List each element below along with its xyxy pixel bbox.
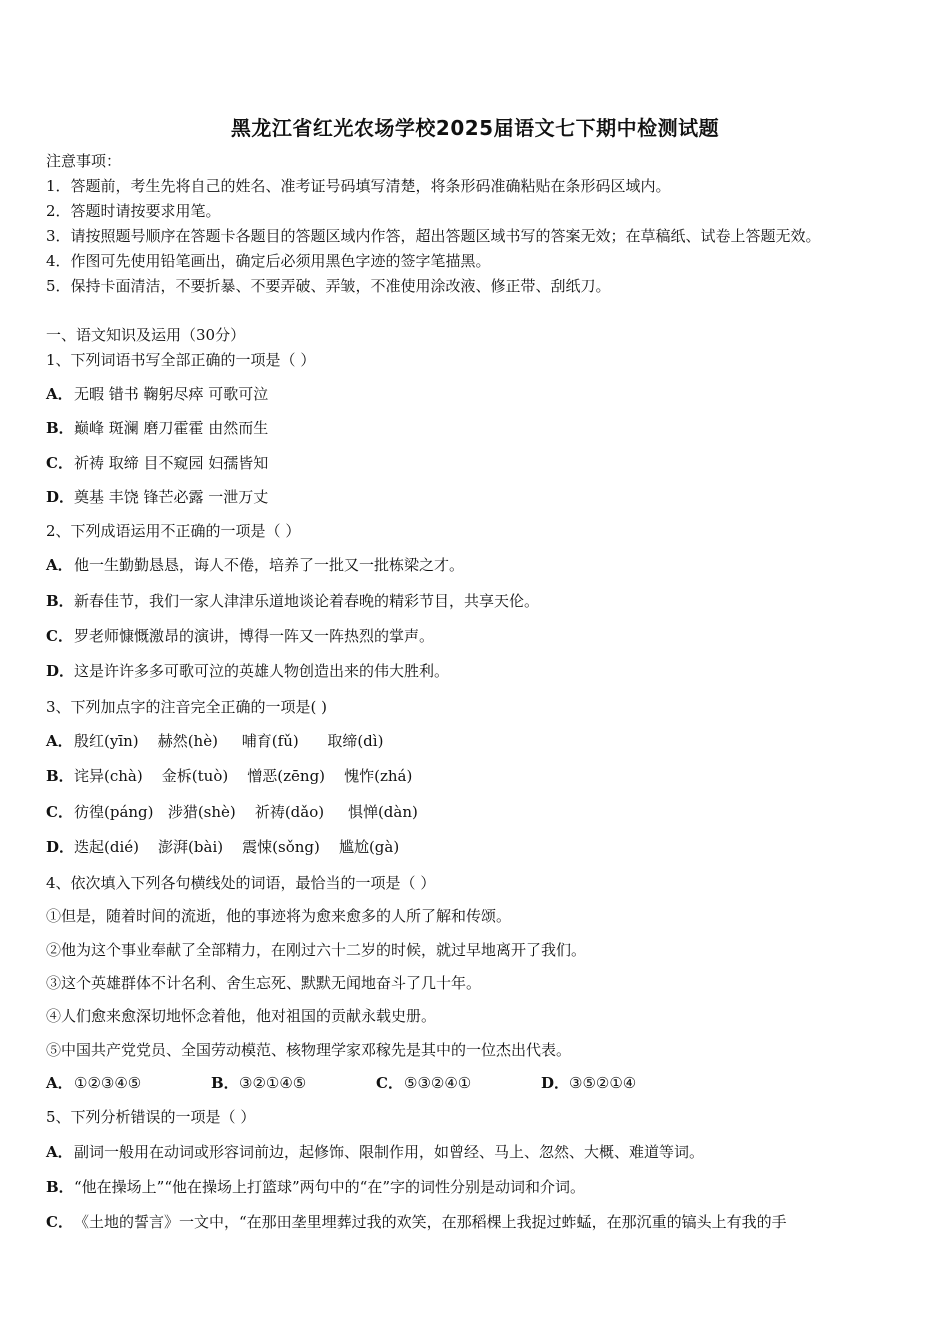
option-text: 罗老师慷慨激昂的演讲，博得一阵又一阵热烈的掌声。 (74, 627, 435, 645)
option-text: “他在操场上”“他在操场上打篮球”两句中的“在”字的词性分别是动词和介词。 (74, 1178, 586, 1196)
option-row (46, 1073, 706, 1093)
option-label: C． (46, 627, 73, 645)
option-label: A． (46, 1143, 73, 1161)
option-text: ③②①④⑤ (239, 1074, 307, 1092)
question-stem: 5、下列分析错误的一项是（ ） (46, 1108, 256, 1126)
option-text: 新春佳节，我们一家人津津乐道地谈论着春晚的精彩节目，共享天伦。 (74, 592, 540, 610)
option-item (46, 384, 268, 404)
option-text: 彷徨(páng) 涉猎(shè) 祈祷(dǎo) 惧惮(dàn) (74, 803, 418, 821)
option-label: C． (376, 1074, 403, 1092)
section-heading: 一、语文知识及运用（30分） (46, 326, 246, 344)
option-item (46, 1177, 585, 1197)
option-label: D． (46, 662, 75, 680)
option-label: C． (46, 1213, 73, 1231)
option-label: D． (541, 1074, 570, 1092)
option-text: 殷红(yīn) 赫然(hè) 哺育(fǔ) 取缔(dì) (74, 732, 384, 750)
notice-item: 3．请按照题号顺序在答题卡各题目的答题区域内作答，超出答题区域书写的答案无效；在草稿纸、试卷上答题无效。 (46, 227, 821, 245)
option-label: B． (46, 767, 74, 785)
option-label: B． (46, 1178, 74, 1196)
option-item (46, 555, 464, 575)
option-item (46, 591, 539, 611)
notice-heading: 注意事项： (46, 152, 122, 170)
option-label: B． (46, 592, 74, 610)
option-text: 巅峰 斑澜 磨刀霍霍 由然而生 (74, 419, 269, 437)
option-item (46, 661, 449, 681)
option-label: A． (46, 1074, 73, 1092)
option-label: B． (46, 419, 74, 437)
notice-item: 4．作图可先使用铅笔画出，确定后必须用黑色字迹的签字笔描黑。 (46, 252, 491, 270)
option-label: B． (211, 1074, 239, 1092)
option-text: 奠基 丰饶 锋芒必露 一泄万丈 (74, 488, 269, 506)
question-stem: 2、下列成语运用不正确的一项是（ ） (46, 522, 301, 540)
option-item (376, 1073, 541, 1093)
notice-item: 2．答题时请按要求用笔。 (46, 202, 221, 220)
question-stem: 4、依次填入下列各句横线处的词语，最恰当的一项是（ ） (46, 874, 436, 892)
option-item (46, 731, 383, 751)
option-text: 祈祷 取缔 目不窥园 妇孺皆知 (74, 454, 269, 472)
option-text: 副词一般用在动词或形容词前边，起修饰、限制作用，如曾经、马上、忽然、大概、难道等词。 (74, 1143, 705, 1161)
page-title: 黑龙江省红光农场学校2025届语文七下期中检测试题 (230, 116, 720, 140)
option-item (46, 766, 412, 786)
option-label: D． (46, 488, 75, 506)
option-item (211, 1073, 376, 1093)
option-text: ③⑤②①④ (569, 1074, 637, 1092)
option-text: 他一生勤勤恳恳，诲人不倦，培养了一批又一批栋梁之才。 (74, 556, 465, 574)
option-item (46, 626, 434, 646)
sentence-item: ④人们愈来愈深切地怀念着他，他对祖国的贡献永载史册。 (46, 1007, 437, 1025)
option-text: 这是许许多多可歌可泣的英雄人物创造出来的伟大胜利。 (74, 662, 450, 680)
option-label: D． (46, 838, 75, 856)
option-label: C． (46, 454, 73, 472)
option-label: A． (46, 385, 73, 403)
sentence-item: ⑤中国共产党党员、全国劳动模范、核物理学家邓稼先是其中的一位杰出代表。 (46, 1041, 572, 1059)
option-item (46, 1212, 787, 1232)
option-text: 迭起(dié) 澎湃(bài) 震悚(sǒng) 尴尬(gà) (74, 838, 400, 856)
sentence-item: ②他为这个事业奉献了全部精力，在刚过六十二岁的时候，就过早地离开了我们。 (46, 941, 587, 959)
question-stem: 1、下列词语书写全部正确的一项是（ ） (46, 351, 316, 369)
notice-item: 1．答题前，考生先将自己的姓名、准考证号码填写清楚，将条形码准确粘贴在条形码区域内。 (46, 177, 671, 195)
option-item (46, 453, 268, 473)
option-text: 《土地的誓言》一文中，“在那田垄里埋葬过我的欢笑，在那稻棵上我捉过蚱蜢，在那沉重的镐头上有我的手 (74, 1213, 787, 1231)
option-label: A． (46, 556, 73, 574)
option-item (46, 418, 268, 438)
option-item (46, 1073, 211, 1093)
option-text: 无暇 错书 鞠躬尽瘁 可歌可泣 (74, 385, 269, 403)
option-label: A． (46, 732, 73, 750)
option-text: 诧异(chà) 金柝(tuò) 憎恶(zēng) 愧怍(zhá) (74, 767, 413, 785)
question-stem: 3、下列加点字的注音完全正确的一项是( ) (46, 698, 328, 716)
option-item (46, 837, 399, 857)
option-item (46, 802, 418, 822)
option-text: ⑤③②④① (404, 1074, 472, 1092)
sentence-item: ①但是，随着时间的流逝，他的事迹将为愈来愈多的人所了解和传颂。 (46, 907, 512, 925)
option-item (46, 1142, 704, 1162)
option-text: ①②③④⑤ (74, 1074, 142, 1092)
option-label: C． (46, 803, 73, 821)
notice-item: 5．保持卡面清洁，不要折暴、不要弄破、弄皱，不准使用涂改液、修正带、刮纸刀。 (46, 277, 611, 295)
option-item (46, 487, 268, 507)
option-item (541, 1073, 706, 1093)
sentence-item: ③这个英雄群体不计名利、舍生忘死、默默无闻地奋斗了几十年。 (46, 974, 482, 992)
